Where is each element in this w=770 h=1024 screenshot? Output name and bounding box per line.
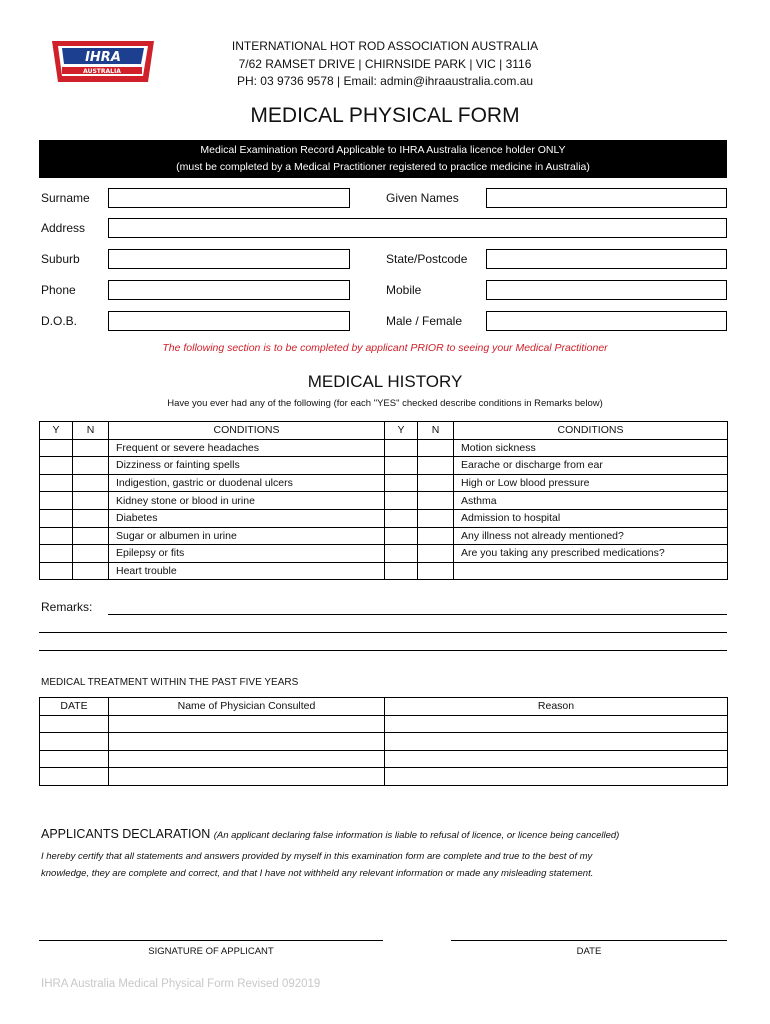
physician-cell[interactable] [109, 733, 385, 751]
medical-history-table [39, 421, 728, 580]
no-checkbox[interactable] [73, 439, 109, 457]
yes-checkbox[interactable] [385, 527, 418, 545]
table-row [40, 439, 728, 457]
condition-label: Are you taking any prescribed medications? [454, 545, 728, 563]
signature-label: SIGNATURE OF APPLICANT [148, 946, 274, 957]
treatment-table [39, 697, 728, 786]
no-checkbox[interactable] [418, 509, 454, 527]
yes-checkbox[interactable] [40, 439, 73, 457]
condition-label: Asthma [454, 492, 728, 510]
declaration-text [41, 848, 731, 882]
yes-checkbox[interactable] [385, 545, 418, 563]
date-cell[interactable] [40, 733, 109, 751]
table-row [40, 562, 728, 580]
condition-label: Frequent or severe headaches [109, 439, 385, 457]
banner-line-2: (must be completed by a Medical Practitioner registered to practice medicine in Australia) [176, 161, 590, 173]
suburb-label: Suburb [41, 252, 80, 266]
col-yes-right: Y [385, 422, 418, 440]
address-field[interactable] [108, 218, 727, 238]
yes-checkbox[interactable] [385, 474, 418, 492]
reason-cell[interactable] [385, 733, 728, 751]
date-label: DATE [576, 946, 602, 957]
yes-checkbox[interactable] [385, 492, 418, 510]
date-cell[interactable] [40, 768, 109, 786]
col-no-right: N [418, 422, 454, 440]
organization-info [160, 38, 610, 91]
yes-checkbox[interactable] [385, 509, 418, 527]
phone-label: Phone [41, 283, 76, 297]
yes-checkbox[interactable] [40, 492, 73, 510]
col-no-left: N [73, 422, 109, 440]
table-row [40, 492, 728, 510]
table-row [40, 527, 728, 545]
yes-checkbox[interactable] [40, 545, 73, 563]
mobile-field[interactable] [486, 280, 727, 300]
table-row [40, 768, 728, 786]
declaration-note: (An applicant declaring false information is liable to refusal of licence, or licence being cancelled) [213, 830, 620, 841]
no-checkbox[interactable] [73, 457, 109, 475]
suburb-field[interactable] [108, 249, 350, 269]
declaration-line-2: knowledge, they are complete and correct, and that I have not withheld any relevant information or made any misleading statement. [41, 868, 594, 879]
given-names-field[interactable] [486, 188, 727, 208]
col-conditions-left: CONDITIONS [109, 422, 385, 440]
state-postcode-field[interactable] [486, 249, 727, 269]
gender-label: Male / Female [386, 314, 463, 328]
no-checkbox[interactable] [418, 457, 454, 475]
state-postcode-label: State/Postcode [386, 252, 468, 266]
condition-label: Motion sickness [454, 439, 728, 457]
no-checkbox[interactable] [418, 439, 454, 457]
yes-checkbox[interactable] [385, 457, 418, 475]
no-checkbox[interactable] [73, 492, 109, 510]
condition-label: Sugar or albumen in urine [109, 527, 385, 545]
org-contact: PH: 03 9736 9578 | Email: admin@ihraaustralia.com.au [236, 74, 534, 88]
col-physician: Name of Physician Consulted [109, 698, 385, 716]
yes-checkbox[interactable] [40, 509, 73, 527]
dob-field[interactable] [108, 311, 350, 331]
reason-cell[interactable] [385, 715, 728, 733]
given-names-label: Given Names [386, 191, 459, 205]
yes-checkbox[interactable] [40, 562, 73, 580]
no-checkbox[interactable] [418, 545, 454, 563]
treatment-header-row [40, 698, 728, 716]
phone-field[interactable] [108, 280, 350, 300]
no-checkbox[interactable] [418, 492, 454, 510]
applicant-note: The following section is to be completed by applicant PRIOR to seeing your Medical Practitioner [162, 342, 608, 354]
condition-label: Kidney stone or blood in urine [109, 492, 385, 510]
date-cell[interactable] [40, 750, 109, 768]
no-checkbox[interactable] [418, 527, 454, 545]
physician-cell[interactable] [109, 715, 385, 733]
declaration-title: APPLICANTS DECLARATION [41, 827, 211, 841]
table-row [40, 715, 728, 733]
signature-line[interactable] [39, 940, 383, 941]
physician-cell[interactable] [109, 768, 385, 786]
condition-label [454, 562, 728, 580]
remarks-label: Remarks: [41, 600, 93, 614]
treatment-title: MEDICAL TREATMENT WITHIN THE PAST FIVE YEARS [41, 677, 299, 688]
surname-field[interactable] [108, 188, 350, 208]
dob-label: D.O.B. [41, 314, 78, 328]
condition-label: Admission to hospital [454, 509, 728, 527]
remarks-line-2[interactable] [39, 632, 727, 633]
col-reason: Reason [385, 698, 728, 716]
yes-checkbox[interactable] [40, 527, 73, 545]
no-checkbox[interactable] [73, 527, 109, 545]
declaration-line-1: I hereby certify that all statements and answers provided by myself in this examination form are complete and true to the best of my [41, 851, 593, 862]
history-header-row [40, 422, 728, 440]
mobile-label: Mobile [386, 283, 422, 297]
yes-checkbox[interactable] [385, 562, 418, 580]
table-row [40, 474, 728, 492]
condition-label: High or Low blood pressure [454, 474, 728, 492]
logo-text: IHRA [85, 50, 121, 65]
address-label: Address [41, 221, 86, 235]
info-banner [39, 140, 727, 178]
medical-history-title: MEDICAL HISTORY [307, 372, 463, 391]
no-checkbox[interactable] [73, 474, 109, 492]
yes-checkbox[interactable] [385, 439, 418, 457]
table-row [40, 733, 728, 751]
banner-line-1: Medical Examination Record Applicable to IHRA Australia licence holder ONLY [200, 144, 566, 156]
no-checkbox[interactable] [73, 545, 109, 563]
ihra-logo [48, 38, 158, 90]
reason-cell[interactable] [385, 750, 728, 768]
condition-label: Dizziness or fainting spells [109, 457, 385, 475]
medical-history-subtitle: Have you ever had any of the following (for each "YES" checked describe conditions in Remarks below) [167, 398, 603, 409]
table-row [40, 750, 728, 768]
footer-revision: IHRA Australia Medical Physical Form Revised 092019 [41, 978, 321, 990]
no-checkbox[interactable] [73, 562, 109, 580]
date-line[interactable] [451, 940, 727, 941]
page-title: MEDICAL PHYSICAL FORM [250, 104, 520, 127]
no-checkbox[interactable] [73, 509, 109, 527]
condition-label: Indigestion, gastric or duodenal ulcers [109, 474, 385, 492]
declaration-heading [41, 827, 619, 841]
org-address: 7/62 RAMSET DRIVE | CHIRNSIDE PARK | VIC | 3116 [238, 56, 532, 71]
no-checkbox[interactable] [418, 474, 454, 492]
remarks-line-1[interactable] [108, 614, 727, 615]
physician-cell[interactable] [109, 750, 385, 768]
table-row [40, 457, 728, 475]
surname-label: Surname [41, 191, 90, 205]
org-name: INTERNATIONAL HOT ROD ASSOCIATION AUSTRALIA [231, 39, 539, 53]
yes-checkbox[interactable] [40, 474, 73, 492]
col-date: DATE [40, 698, 109, 716]
condition-label: Any illness not already mentioned? [454, 527, 728, 545]
col-yes-left: Y [40, 422, 73, 440]
condition-label: Epilepsy or fits [109, 545, 385, 563]
condition-label: Diabetes [109, 509, 385, 527]
reason-cell[interactable] [385, 768, 728, 786]
col-conditions-right: CONDITIONS [454, 422, 728, 440]
condition-label: Heart trouble [109, 562, 385, 580]
remarks-line-3[interactable] [39, 650, 727, 651]
logo-subtext: AUSTRALIA [83, 68, 121, 75]
gender-field[interactable] [486, 311, 727, 331]
table-row [40, 545, 728, 563]
date-cell[interactable] [40, 715, 109, 733]
no-checkbox[interactable] [418, 562, 454, 580]
yes-checkbox[interactable] [40, 457, 73, 475]
condition-label: Earache or discharge from ear [454, 457, 728, 475]
table-row [40, 509, 728, 527]
